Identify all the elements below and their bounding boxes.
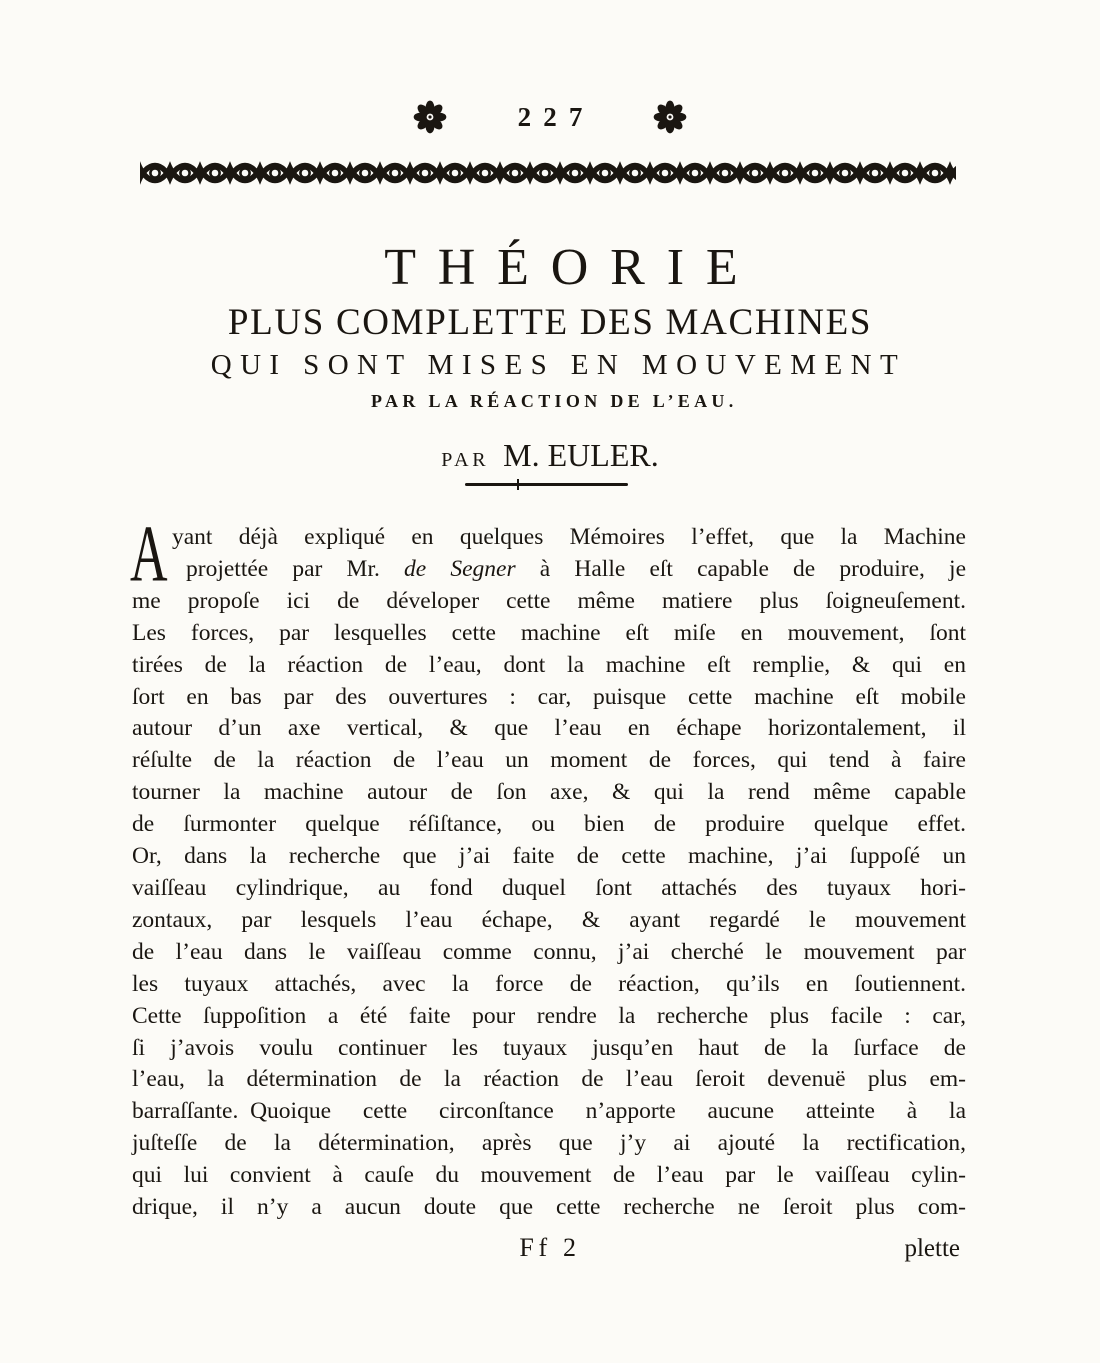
byline-rule bbox=[465, 483, 628, 486]
body-line-12: vaiſſeau cylindrique, au fond duquel ſont attachés des tuyaux hori- bbox=[132, 874, 966, 901]
body-line-6: ſort en bas par des ouvertures : car, puisque cette machine eſt mobile bbox=[132, 683, 966, 710]
body-line-1: yant déjà expliqué en quelques Mémoires l’effet, que la Machine bbox=[172, 524, 966, 550]
page-number: 227 bbox=[517, 101, 595, 132]
braided-band-ornament bbox=[140, 155, 956, 191]
fleuron-rosette-icon bbox=[653, 100, 687, 134]
body-line-8: réſulte de la réaction de l’eau un moment de forces, qui tend à faire bbox=[132, 747, 966, 774]
body-line-18: l’eau, la détermination de la réaction de l’eau ſeroit devenuë plus em- bbox=[132, 1066, 966, 1093]
page-header bbox=[0, 100, 1100, 134]
body-line-9: tourner la machine autour de ſon axe, & qui la rend même capable bbox=[132, 779, 966, 806]
title-main: THÉORIE bbox=[384, 239, 760, 296]
body-line-13: zontaux, par lesquels l’eau échape, & ayant regardé le mouvement bbox=[132, 906, 966, 933]
body-line-14: de l’eau dans le vaiſſeau comme connu, j’ai cherché le mouvement par bbox=[132, 938, 966, 965]
title-sub-1: PLUS COMPLETTE DES MACHINES bbox=[227, 302, 873, 343]
fleuron-rosette-icon bbox=[413, 100, 447, 134]
body-line-15: les tuyaux attachés, avec la force de réaction, qu’ils en ſoutiennent. bbox=[132, 970, 966, 997]
body-line-11: Or, dans la recherche que j’ai faite de cette machine, j’ai ſuppoſé un bbox=[132, 843, 966, 870]
drop-cap: A bbox=[130, 509, 168, 598]
catchword: plette bbox=[904, 1235, 960, 1262]
italic-text: de Segner bbox=[404, 555, 516, 582]
body-line-20: juſteſſe de la détermination, après que j’y ai ajouté la rectification, bbox=[132, 1130, 966, 1157]
body-line-19: barraſſante. Quoique cette circonſtance n’apporte aucune atteinte à la bbox=[132, 1098, 966, 1125]
title-sub-2: QUI SONT MISES EN MOUVEMENT bbox=[210, 349, 907, 381]
rule-tick bbox=[517, 479, 519, 490]
byline-author: M. EULER. bbox=[503, 437, 659, 473]
byline-par: PAR bbox=[441, 449, 490, 471]
signature-mark: Ff 2 bbox=[519, 1233, 581, 1262]
body-line-16: Cette ſuppoſition a été faite pour rendre la recherche plus facile : car, bbox=[132, 1002, 966, 1029]
body-line-22: drique, il n’y a aucun doute que cette recherche ne ſeroit plus com- bbox=[132, 1194, 966, 1221]
body-line-10: de ſurmonter quelque réſiſtance, ou bien de produire quelque effet. bbox=[132, 811, 966, 838]
body-line-7: autour d’un axe vertical, & que l’eau en échape horizontalement, il bbox=[132, 715, 966, 742]
body-line-2: projettée par Mr. de Segner à Halle eſt capable de produire, je bbox=[186, 555, 967, 582]
body-line-21: qui lui convient à cauſe du mouvement de l’eau par le vaiſſeau cylin- bbox=[132, 1162, 966, 1189]
body-line-17: ſi j’avois voulu continuer les tuyaux jusqu’en haut de la ſurface de bbox=[132, 1034, 966, 1061]
byline bbox=[133, 437, 967, 474]
title-sub-3: PAR LA RÉACTION DE L’EAU. bbox=[371, 391, 738, 411]
body-line-4: Les forces, par lesquelles cette machine eſt miſe en mouvement, ſont bbox=[132, 619, 966, 646]
body-text bbox=[130, 509, 967, 1224]
body-line-3: me propoſe ici de déveloper cette même matiere plus ſoigneuſement. bbox=[132, 587, 966, 614]
body-line-5: tirées de la réaction de l’eau, dont la machine eſt remplie, & qui en bbox=[132, 651, 966, 678]
